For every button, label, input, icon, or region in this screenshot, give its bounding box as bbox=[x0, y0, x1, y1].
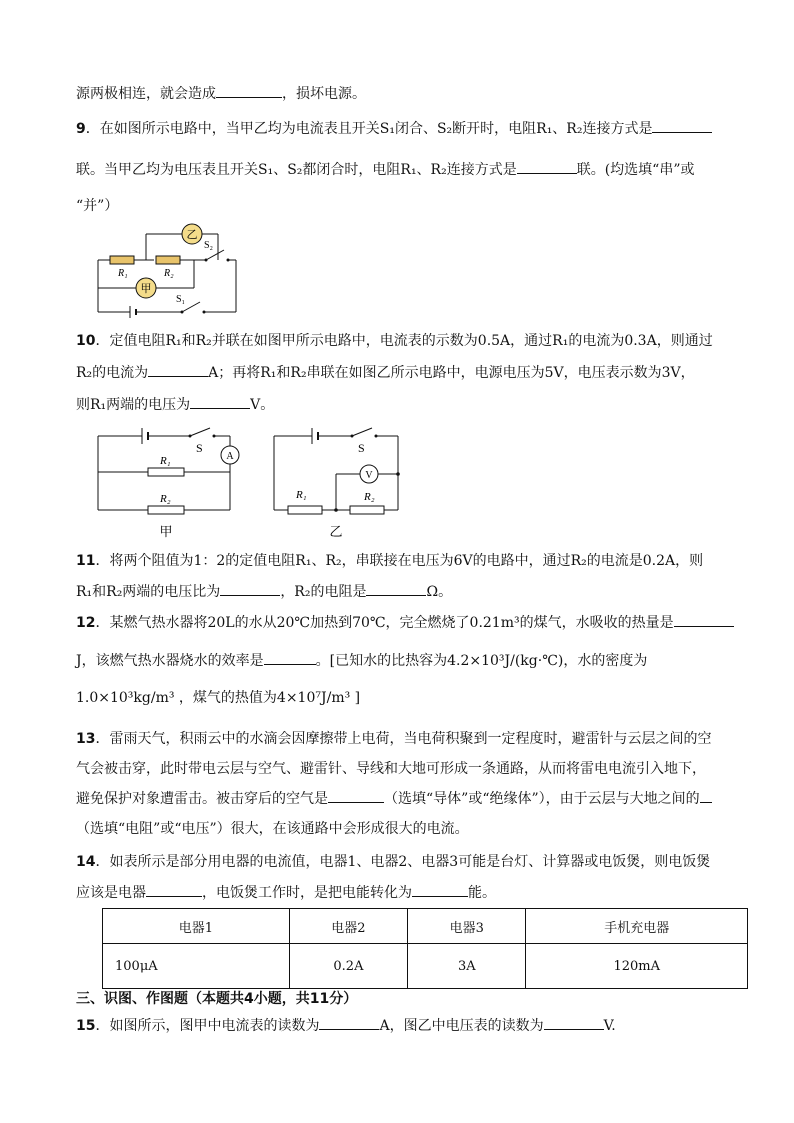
resistor-label: R₂ bbox=[164, 268, 174, 279]
table-header-cell: 电器2 bbox=[289, 909, 407, 944]
table-cell: 120mA bbox=[526, 944, 748, 989]
q14-line1: 14．如表所示是部分用电器的电流值，电器1、电器2、电器3可能是台灯、计算器或电饭煲，则电饭煲 bbox=[76, 854, 711, 870]
answer-blank[interactable] bbox=[148, 362, 208, 377]
q14-line2: 应该是电器 ，电饭煲工作时，是把电能转化为 能。 bbox=[76, 882, 496, 903]
ammeter-label: A bbox=[226, 451, 234, 462]
switch-label: S bbox=[196, 441, 203, 455]
answer-blank[interactable] bbox=[544, 1015, 604, 1030]
table-cell: 3A bbox=[408, 944, 526, 989]
q12-line3: 1.0×10³kg/m³ ，煤气的热值为4×10⁷J/m³ ] bbox=[76, 690, 361, 706]
table-header-row bbox=[103, 909, 748, 944]
answer-blank[interactable] bbox=[700, 788, 712, 803]
q15-line1: 15．如图所示，图甲中电流表的读数为 A，图乙中电压表的读数为 V. bbox=[76, 1015, 616, 1036]
switch-label: S bbox=[358, 441, 365, 455]
switch-label: S₁ bbox=[176, 294, 186, 305]
circuit-diagram-q9 bbox=[90, 218, 260, 318]
table-cell: 0.2A bbox=[289, 944, 407, 989]
q10-line1: 10．定值电阻R₁和R₂并联在如图甲所示电路中，电流表的示数为0.5A，通过R₁的电流为0.3A，则通过 bbox=[76, 333, 713, 349]
answer-blank[interactable] bbox=[517, 159, 577, 174]
q12-line2: J，该燃气热水器烧水的效率是 。[已知水的比热容为4.2×10³J/(kg·℃)，水的密度为 bbox=[76, 650, 647, 671]
q13-line1: 13．雷雨天气，积雨云中的水滴会因摩擦带上电荷，当电荷积聚到一定程度时，避雷针与云层之间的空 bbox=[76, 731, 712, 747]
resistor-label: R₂ bbox=[364, 491, 375, 503]
meter-label: 乙 bbox=[186, 229, 198, 241]
table-row bbox=[103, 944, 748, 989]
answer-blank[interactable] bbox=[264, 650, 316, 665]
diagram-caption: 甲 bbox=[159, 524, 173, 539]
table-cell: 100μA bbox=[103, 944, 290, 989]
q13-line4: （选填“电阻”或“电压”）很大，在该通路中会形成很大的电流。 bbox=[76, 821, 469, 837]
answer-blank[interactable] bbox=[366, 581, 426, 596]
section-heading: 三、识图、作图题（本题共4小题，共11分） bbox=[76, 991, 358, 1007]
q11-line2: R₁和R₂两端的电压比为 ，R₂的电阻是 Ω。 bbox=[76, 581, 452, 602]
answer-blank[interactable] bbox=[190, 394, 250, 409]
resistor-label: R₁ bbox=[118, 268, 128, 279]
table-header-cell: 电器1 bbox=[103, 909, 290, 944]
q9-line2: 联。当甲乙均为电压表且开关S₁、S₂都闭合时，电阻R₁、R₂连接方式是 联。(均选填“串”或 bbox=[76, 159, 695, 180]
q9-line3: “并”） bbox=[76, 198, 119, 214]
answer-blank[interactable] bbox=[319, 1015, 379, 1030]
circuit-diagram-q10-b bbox=[272, 426, 412, 541]
answer-blank[interactable] bbox=[146, 882, 202, 897]
q13-line3: 避免保护对象遭雷击。被击穿后的空气是 （选填“导体”或“绝缘体”），由于云层与大地之间的 bbox=[76, 788, 712, 809]
circuit-diagram-q10-a bbox=[96, 426, 246, 541]
q9-line1: 9．在如图所示电路中，当甲乙均为电流表且开关S₁闭合、S₂断开时，电阻R₁、R₂连接方式是 bbox=[76, 118, 712, 139]
answer-blank[interactable] bbox=[412, 882, 468, 897]
answer-blank[interactable] bbox=[216, 83, 282, 98]
answer-blank[interactable] bbox=[652, 118, 712, 133]
answer-blank[interactable] bbox=[328, 788, 384, 803]
q10-line2: R₂的电流为 A；再将R₁和R₂串联在如图乙所示电路中，电源电压为5V，电压表示数为3V， bbox=[76, 362, 695, 383]
meter-label: 甲 bbox=[140, 283, 152, 295]
table-header-cell: 手机充电器 bbox=[526, 909, 748, 944]
appliance-current-table bbox=[102, 908, 748, 989]
voltmeter-label: V bbox=[365, 470, 373, 481]
q13-line2: 气会被击穿，此时带电云层与空气、避雷针、导线和大地可形成一条通路，从而将雷电电流引入地下， bbox=[76, 761, 706, 777]
resistor-label: R₂ bbox=[160, 493, 171, 505]
switch-label: S₂ bbox=[204, 240, 214, 251]
resistor-label: R₁ bbox=[296, 489, 307, 501]
diagram-caption: 乙 bbox=[329, 524, 343, 539]
resistor-label: R₁ bbox=[160, 455, 171, 467]
q11-line1: 11．将两个阻值为1：2的定值电阻R₁、R₂，串联接在电压为6V的电路中，通过R₂的电流是0.2A，则 bbox=[76, 553, 704, 569]
table-header-cell: 电器3 bbox=[408, 909, 526, 944]
q10-line3: 则R₁两端的电压为 V。 bbox=[76, 394, 274, 415]
answer-blank[interactable] bbox=[674, 612, 734, 627]
q12-line1: 12．某燃气热水器将20L的水从20℃加热到70℃，完全燃烧了0.21m³的煤气，水吸收的热量是 bbox=[76, 612, 734, 633]
q8-tail: 源两极相连，就会造成 ，损坏电源。 bbox=[76, 83, 366, 104]
answer-blank[interactable] bbox=[220, 581, 280, 596]
